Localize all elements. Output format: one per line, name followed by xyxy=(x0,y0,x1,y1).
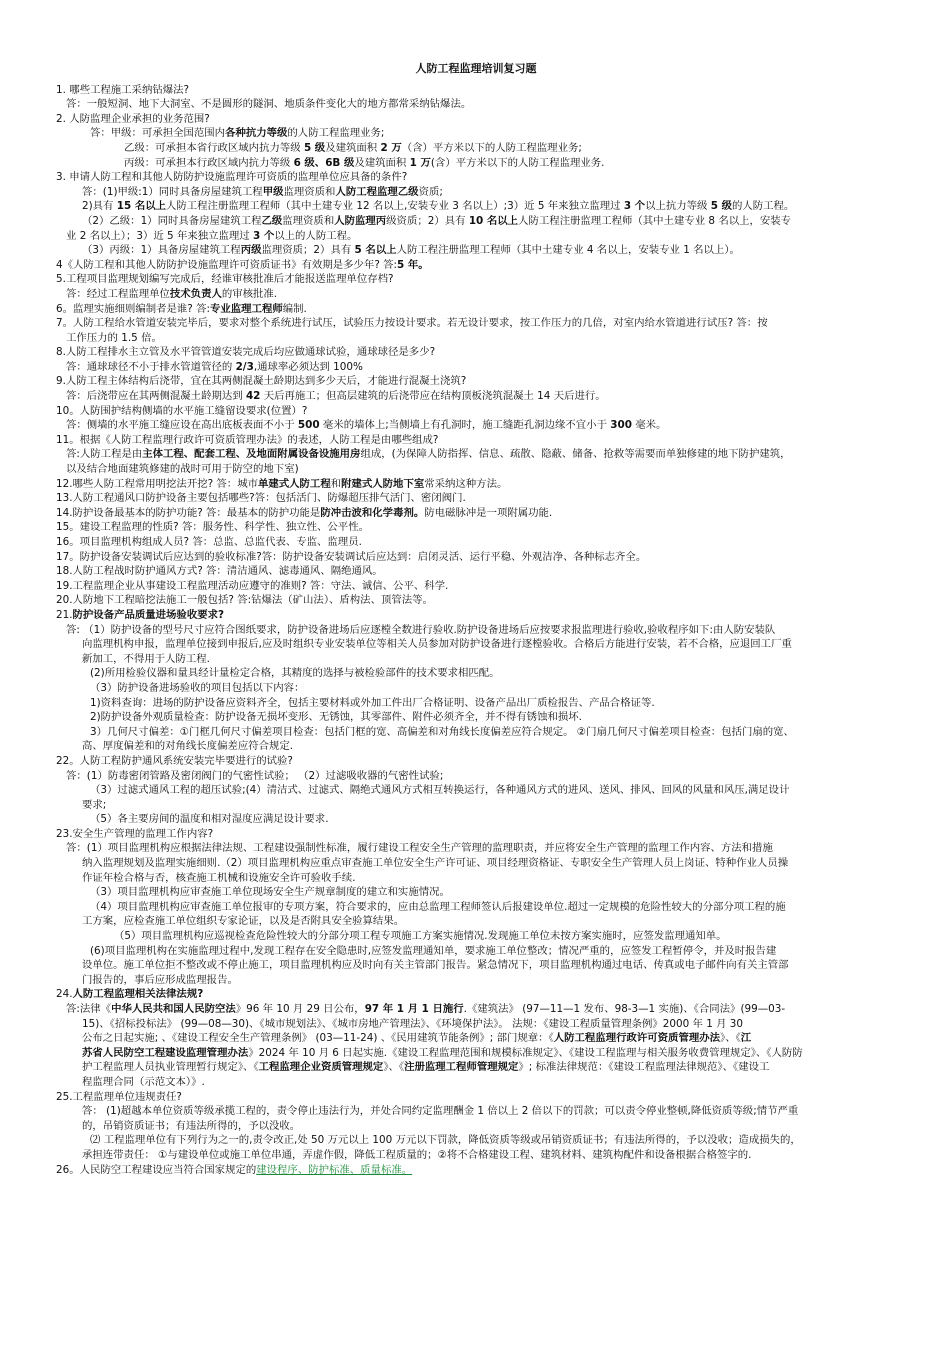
text-line xyxy=(56,973,896,988)
text-line xyxy=(56,666,896,681)
text-segment: 以上抗力等级 xyxy=(645,200,711,213)
text-segment: 组成，(为保障人防指挥、信息、疏散、隐蔽、储备、抢救等需要而单独修建的地下防护建筑， xyxy=(360,448,791,461)
text-segment: 门报告的，事后应形成监理报告。 xyxy=(82,973,238,986)
text-line xyxy=(56,944,896,959)
bold-text: 单建式人防工程 xyxy=(257,477,331,490)
text-segment: 24. xyxy=(56,988,73,1001)
text-segment: 3. 申请人防工程和其他人防防护设施监理许可资质的监理单位应具备的条件? xyxy=(56,171,408,184)
text-segment: 护工程监理人员执业管理暂行规定》、《 xyxy=(82,1061,259,1074)
text-line xyxy=(56,477,896,492)
text-segment: (6)项目监理机构在实施监理过程中,发现工程存在安全隐患时,应签发监理通知单，要求施工单位整改；情况严重的，应签发工程暂停令，并及时报告建 xyxy=(90,944,777,957)
bold-text: 人防监理丙 xyxy=(334,214,387,227)
text-segment: 9.人防工程主体结构后浇带，宜在其两侧混凝土龄期达到多少天后，才能进行混凝土浇筑? xyxy=(56,375,467,388)
text-line xyxy=(56,156,896,171)
text-segment: 22。人防工程防护通风系统安装完毕要进行的试验? xyxy=(56,754,293,767)
text-line xyxy=(56,827,896,842)
text-line xyxy=(56,389,896,404)
text-line xyxy=(56,623,896,638)
text-segment: 答： (1)超越本单位资质等级承揽工程的，责令停止违法行为，并处合同约定监理酬金 1 倍以上 2 倍以下的罚款；可以责令停业整顿,降低资质等级;情节严重 xyxy=(82,1105,799,1118)
bold-text: 人防工程监理相关法律法规? xyxy=(72,988,204,1001)
text-segment: 要求; xyxy=(82,798,107,811)
text-line xyxy=(56,447,896,462)
text-line xyxy=(56,1060,896,1075)
text-segment: 及建筑面积 xyxy=(325,141,381,154)
text-segment: 的，吊销资质证书；有违法所得的，予以没收。 xyxy=(82,1119,301,1132)
text-segment: 14.防护设备最基本的防护功能? 答：最基本的防护功能是 xyxy=(56,506,321,519)
text-segment: (含）平方米以下的人防工程监理业务. xyxy=(430,156,605,169)
text-segment: 》、《 xyxy=(383,1061,405,1074)
text-segment: （4）项目监理机构应审查施工单位报审的专项方案，符合要求的，应由总监理工程师签认后报建设单位.超过一定规模的危险性较大的分部分项工程的施 xyxy=(90,900,786,913)
bold-text: 工程监理企业资质管理规定 xyxy=(258,1061,384,1074)
text-line xyxy=(56,987,896,1002)
text-segment: 丙级：可承担本行政区域内抗力等级 xyxy=(124,156,294,169)
text-line xyxy=(56,97,896,112)
text-line xyxy=(56,331,896,346)
text-segment: 16。项目监理机构组成人员? 答：总监、总监代表、专监、监理员. xyxy=(56,536,362,548)
bold-text: 乙级 xyxy=(261,214,283,227)
text-segment: 18.人防工程战时防护通风方式? 答：清洁通风、滤毒通风、隔绝通风。 xyxy=(56,565,383,578)
document-body xyxy=(56,83,896,1178)
text-segment: .《建筑法》 (97—11—1 发布、98-3—1 实施)、《合同法》(99—03- xyxy=(463,1003,786,1015)
text-segment: 天后再施工；但高层建筑的后浇带应在结构顶板浇筑混凝土 14 天后进行。 xyxy=(260,390,606,403)
text-segment: 答：一般短洞、地下大洞室、不是圆形的隧洞、地质条件变化大的地方都常采纳钻爆法。 xyxy=(66,98,472,111)
text-segment: 毫米的墙体上;当侧墙上有孔洞时，施工缝距孔洞边缘不宜小于 xyxy=(319,419,611,432)
text-segment: 答：甲级：可承担全国范围内 xyxy=(90,127,226,140)
bold-text: 5 名以上 xyxy=(354,244,397,257)
text-segment: 资质; xyxy=(418,185,443,198)
text-segment: 》2024 年 10 月 6 日起实施.《建设工程监理范围和规模标准规定》、《建设工程监理与相关服务收费管理规定》、《人防防 xyxy=(248,1046,803,1059)
text-segment: 26。人民防空工程建设应当符合国家规定的 xyxy=(56,1163,257,1176)
text-line xyxy=(56,564,896,579)
bold-text: 人防工程监理行政许可资质管理办法 xyxy=(553,1032,721,1045)
text-segment: 19.工程监理企业从事建设工程监理活动应遵守的准则? 答：守法、诚信、公平、科学. xyxy=(56,579,449,592)
text-segment: 纳入监理规划及监理实施细则.（2）项目监理机构应重点审查施工单位安全生产许可证、项目经理资格证、专职安全生产管理人员上岗证、特种作业人员操 xyxy=(82,857,789,870)
text-line xyxy=(56,550,896,565)
text-line xyxy=(56,1046,896,1061)
bold-text: 江 xyxy=(740,1032,752,1045)
text-line xyxy=(56,1133,896,1148)
text-line xyxy=(56,593,896,608)
text-segment: 公布之日起实施; 、《建设工程安全生产管理条例》 (03—11-24) 、《民用建筑节能条例》; 部门规章：《 xyxy=(82,1032,554,1045)
bold-text: 防冲击波和化学毒剂。 xyxy=(320,506,425,519)
text-line xyxy=(56,287,896,302)
text-segment: 编制. xyxy=(282,302,307,315)
text-segment: （含）平方米以下的人防工程监理业务; xyxy=(401,141,582,154)
bold-text: 技术负责人 xyxy=(169,287,222,300)
text-segment: 15。建设工程监理的性质? 答：服务性、科学性、独立性、公平性。 xyxy=(56,521,369,534)
text-segment: 2)具有 xyxy=(82,200,117,213)
text-segment: 新加工，不得用于人防工程. xyxy=(82,652,210,665)
text-line xyxy=(56,141,896,156)
text-line xyxy=(56,1119,896,1134)
bold-text: 丙级 xyxy=(240,244,262,257)
text-segment: 及建筑面积 xyxy=(354,156,410,169)
text-line xyxy=(56,637,896,652)
hyperlink-text[interactable]: 建设程序、防护标准、质量标准。 xyxy=(256,1163,413,1176)
text-segment: 13.人防工程通风口防护设备主要包括哪些?答：包括活门、防爆超压排气活门、密闭阀门. xyxy=(56,492,466,505)
text-segment: 》; 标准法律规范：《建设工程监理法律规范》、《建设工 xyxy=(518,1061,770,1074)
bold-text: 中华人民共和国人民防空法 xyxy=(111,1003,236,1015)
text-segment: 21. xyxy=(56,608,73,621)
text-segment: （5）项目监理机构应巡视检查危险性较大的分部分项工程专项施工方案实施情况.发现施工单位未按方案实施时，应签发监理通知单。 xyxy=(114,930,727,943)
text-segment: 12.哪些人防工程常用明挖法开挖? 答：城市 xyxy=(56,477,258,490)
text-segment: 答：经过工程监理单位 xyxy=(66,287,170,300)
text-line xyxy=(56,126,896,141)
text-segment: （3）项目监理机构应审查施工单位现场安全生产规章制度的建立和实施情况。 xyxy=(90,886,450,899)
bold-text: 1 万 xyxy=(409,156,431,169)
text-line xyxy=(56,1090,896,1105)
text-segment: 防电磁脉冲是一项附属功能. xyxy=(424,506,553,519)
text-segment: 答：后浇带应在其两侧混凝土龄期达到 xyxy=(66,390,246,403)
text-line xyxy=(56,739,896,754)
bold-text: 15 名以上 xyxy=(116,200,166,213)
text-line xyxy=(56,374,896,389)
text-line xyxy=(56,579,896,594)
text-line xyxy=(56,914,896,929)
text-segment: （3）防护设备进场验收的项目包括以下内容： xyxy=(90,681,305,694)
bold-text: 5 级 xyxy=(710,200,732,213)
text-line xyxy=(56,929,896,944)
text-segment: （5）各主要房间的温度和相对湿度应满足设计要求. xyxy=(90,813,329,826)
text-segment: 业 2 名以上）；3）近 5 年来独立监理过 xyxy=(66,229,254,242)
text-segment: 的人防工程监理业务; xyxy=(287,127,385,140)
text-segment: 设单位。施工单位拒不整改或不停止施工，项目监理机构应及时向有关主管部门报告。紧急情况下，项目监理机构通过电话、传真或电子邮件向有关主管部 xyxy=(82,959,789,972)
bold-text: 苏省人民防空工程建设监理管理办法 xyxy=(82,1046,249,1059)
bold-text: 人防工程监理乙级 xyxy=(335,185,419,198)
text-segment: 人防工程注册监理工程师（其中土建专业 4 名以上，安装专业 1 名以上）。 xyxy=(396,244,740,257)
text-line xyxy=(56,769,896,784)
text-segment: 17。防护设备安装调试后应达到的验收标准?答：防护设备安装调试后应达到：启闭灵活、运行平稳、外观洁净、各种标志齐全。 xyxy=(56,550,647,563)
text-segment: （2）乙级：1）同时具备房屋建筑工程 xyxy=(82,214,262,227)
bold-text: 甲级 xyxy=(262,185,284,198)
text-segment: 的人防工程。 xyxy=(731,200,795,213)
text-segment: 》、《 xyxy=(720,1032,741,1045)
text-line xyxy=(56,812,896,827)
bold-text: 300 xyxy=(610,419,632,432)
text-line xyxy=(56,404,896,419)
bold-text: 2 万 xyxy=(380,141,402,154)
text-segment: (2)所用检验仪器和量具经计量检定合格，其精度的选择与被检验部件的技术要求相匹配。 xyxy=(90,667,500,680)
text-segment: 级资质；2）具有 xyxy=(386,214,469,227)
text-segment: 答: （1）防护设备的型号尺寸应符合图纸要求，防护设备进场后应逐樘全数进行验收.防护设备进场后应按要求报监理进行验收,验收程序如下:由人防安装队 xyxy=(66,623,776,636)
bold-text: 注册监理工程师管理规定 xyxy=(404,1061,519,1074)
text-line xyxy=(56,1104,896,1119)
text-line xyxy=(56,681,896,696)
bold-text: 3 个 xyxy=(623,200,646,213)
text-segment: 以上的人防工程。 xyxy=(274,229,358,242)
bold-text: 5 级 xyxy=(303,141,326,154)
text-line xyxy=(56,725,896,740)
text-line xyxy=(56,535,896,550)
page-title: 人防工程监理培训复习题 xyxy=(415,62,537,75)
bold-text: 3 个 xyxy=(253,229,275,242)
bold-text: 5 年。 xyxy=(397,258,429,271)
bold-text: 97 年 1 月 1 日施行 xyxy=(364,1003,464,1015)
text-line xyxy=(56,360,896,375)
text-segment: 5.工程项目监理规划编写完成后，经谁审核批准后才能报送监理单位存档? xyxy=(56,273,394,286)
text-segment: 4《人防工程和其他人防防护设施监理许可资质证书》有效期是多少年? 答: xyxy=(56,258,398,271)
text-segment: 监理资质和 xyxy=(283,185,336,198)
text-segment: 7。人防工程给水管道安装完毕后，要求对整个系统进行试压，试验压力按设计要求。若无设计要求，按工作压力的几倍，对室内给水管道进行试压? 答：按 xyxy=(56,317,768,330)
text-line xyxy=(56,958,896,973)
text-line xyxy=(56,433,896,448)
text-line xyxy=(56,506,896,521)
bold-text: 500 xyxy=(297,419,320,432)
text-segment: 监理资质；2）具有 xyxy=(261,244,355,257)
text-line xyxy=(56,608,896,623)
text-segment: 20.人防地下工程暗挖法施工一般包括? 答:钻爆法（矿山法）、盾构法、顶管法等。 xyxy=(56,594,433,607)
bold-text: 42 xyxy=(245,390,261,403)
text-line xyxy=(56,112,896,127)
text-segment: 人防工程注册监理工程师（其中土建专业 12 名以上,安装专业 3 名以上）;3）近 5 年来独立监理过 xyxy=(166,200,624,213)
text-segment: 1. 哪些工程施工采纳钻爆法? xyxy=(56,83,190,96)
text-segment: （3）丙级：1）具备房屋建筑工程 xyxy=(82,244,241,257)
text-line xyxy=(56,1017,896,1032)
text-segment: 答：通球球径不小于排水管道管径的 xyxy=(66,360,236,373)
text-segment: 监理资质和 xyxy=(282,214,335,227)
text-line xyxy=(56,1002,896,1017)
text-segment: 3）几何尺寸偏差：①门框几何尺寸偏差项目检查：包括门框的宽、高偏差和对角线长度偏差应符合规定。 ②门扇几何尺寸偏差项目检查：包括门扇的宽、 xyxy=(90,725,794,738)
text-segment: 乙级：可承担本省行政区域内抗力等级 xyxy=(124,141,304,154)
text-segment: 2. 人防监理企业承担的业务范围? xyxy=(56,112,210,125)
bold-text: 6 级、6B 级 xyxy=(293,156,355,169)
text-segment: 答:法律《 xyxy=(66,1003,112,1015)
text-line xyxy=(56,302,896,317)
text-line xyxy=(56,520,896,535)
bold-text: 附建式人防地下室 xyxy=(341,477,425,490)
text-segment: 工方案，应检查施工单位组织专家论证，以及是否附具安全验算结果。 xyxy=(82,915,405,928)
text-line xyxy=(56,652,896,667)
text-line xyxy=(56,418,896,433)
text-segment: 以及结合地面建筑修建的战时可用于防空的地下室) xyxy=(66,463,299,476)
text-segment: ⑵ 工程监理单位有下列行为之一的,责令改正,处 50 万元以上 100 万元以下罚款，降低资质等级或吊销资质证书；有违法所得的，予以没收；造成损失的， xyxy=(90,1134,801,1147)
text-segment: 常采纳这种方法。 xyxy=(424,477,508,490)
text-line xyxy=(56,491,896,506)
text-line xyxy=(56,243,896,258)
text-segment: 高、厚度偏差和的对角线长度偏差应符合规定. xyxy=(82,740,294,753)
text-segment: 6。监理实施细则编制者是谁? 答: xyxy=(56,302,211,315)
text-segment: 作证年检合格与否，核查施工机械和设施安全许可验收手续. xyxy=(82,871,356,884)
text-segment: 23.安全生产管理的监理工作内容? xyxy=(56,827,214,840)
text-segment: 向监理机构申报，监理单位接到申报后,应及时组织专业安装单位等相关人员参加对防护设备进行逐樘验收。合格后方能进行安装，若不合格，应退回工厂重 xyxy=(82,638,792,651)
text-segment: 1)资料查询：进场的防护设备应资料齐全，包括主要材料或外加工件出厂合格证明、设备产品出厂质检报告、产品合格证等. xyxy=(90,696,655,709)
text-line xyxy=(56,214,896,229)
text-line xyxy=(56,856,896,871)
text-line xyxy=(56,258,896,273)
text-line xyxy=(56,185,896,200)
text-line xyxy=(56,1148,896,1163)
text-segment: 15)、《招标投标法》 (99—08—30)、《城市规划法》、《城市房地产管理法》、《环境保护法》。 法规：《建设工程质量管理条例》2000 年 1 月 30 xyxy=(82,1017,744,1030)
document xyxy=(56,62,896,1177)
text-segment: （3）过滤式通风工程的超压试验;(4）清洁式、过滤式、隔绝式通风方式相互转换运行，各种通风方式的进风、送风、排风、回风的风量和风压,满足设计 xyxy=(90,784,790,797)
text-segment: ,通球率必须达到 100% xyxy=(253,360,363,373)
bold-text: 10 名以上 xyxy=(468,214,519,227)
text-line xyxy=(56,1163,896,1178)
text-segment: 和 xyxy=(330,477,342,490)
text-line xyxy=(56,783,896,798)
text-line xyxy=(56,199,896,214)
text-segment: 10。人防围护结构侧墙的水平施工缝留设要求(位置）? xyxy=(56,404,308,417)
text-line xyxy=(56,1075,896,1090)
text-segment: 答：(1）防毒密闭管路及密闭阀门的气密性试验； （2）过滤吸收器的气密性试验; xyxy=(66,769,444,782)
bold-text: 专业监理工程师 xyxy=(210,302,283,315)
text-line xyxy=(56,710,896,725)
text-segment: 的审核批准. xyxy=(221,287,278,300)
text-segment: 承担连带责任： ①与建设单位或施工单位串通，弄虚作假，降低工程质量的；②将不合格建设工程、建筑材料、建筑构配件和设备根据合格签字的. xyxy=(82,1148,752,1161)
text-line xyxy=(56,1031,896,1046)
text-line xyxy=(56,83,896,98)
bold-text: 各种抗力等级 xyxy=(225,127,288,140)
text-line xyxy=(56,229,896,244)
text-segment: 答：(1)甲级:1）同时具备房屋建筑工程 xyxy=(82,185,263,198)
text-segment: 答：(1）项目监理机构应根据法律法规、工程建设强制性标准，履行建设工程安全生产管理的监理职责，并应将安全生产管理的监理工作内容、方法和措施 xyxy=(66,842,773,855)
text-line xyxy=(56,272,896,287)
bold-text: 主体工程、配套工程、及地面附属设备设施用房 xyxy=(142,448,361,461)
text-segment: 2)防护设备外观质量检查：防护设备无损坏变形、无锈蚀，其零部件、附件必须齐全，并不得有锈蚀和损坏. xyxy=(90,711,582,724)
text-segment: 答:人防工程是由 xyxy=(66,448,143,461)
bold-text: 防护设备产品质量进场验收要求? xyxy=(72,608,225,621)
text-line xyxy=(56,885,896,900)
text-segment: 11。根据《人防工程监理行政许可资质管理办法》的表述，人防工程是由哪些组成? xyxy=(56,433,439,446)
text-line xyxy=(56,871,896,886)
text-line xyxy=(56,316,896,331)
text-segment: 工作压力的 1.5 倍。 xyxy=(66,331,162,344)
text-line xyxy=(56,345,896,360)
text-line xyxy=(56,170,896,185)
text-line xyxy=(56,841,896,856)
text-segment: 》96 年 10 月 29 日公布， xyxy=(235,1003,365,1015)
text-line xyxy=(56,900,896,915)
text-segment: 25.工程监理单位违规责任? xyxy=(56,1090,182,1103)
text-line xyxy=(56,754,896,769)
bold-text: 2/3 xyxy=(235,360,254,373)
text-segment: 答：侧墙的水平施工缝应设在高出底板表面不小于 xyxy=(66,419,298,432)
text-line xyxy=(56,462,896,477)
text-line xyxy=(56,798,896,813)
text-line xyxy=(56,696,896,711)
text-segment: 毫米。 xyxy=(631,419,667,432)
text-segment: 人防工程注册监理工程师（其中土建专业 8 名以上，安装专 xyxy=(518,214,792,227)
text-segment: 8.人防工程排水主立管及水平管管道安装完成后均应做通球试验，通球球径是多少? xyxy=(56,346,436,359)
text-segment: 程监理合同（示范文本）》. xyxy=(82,1075,205,1088)
